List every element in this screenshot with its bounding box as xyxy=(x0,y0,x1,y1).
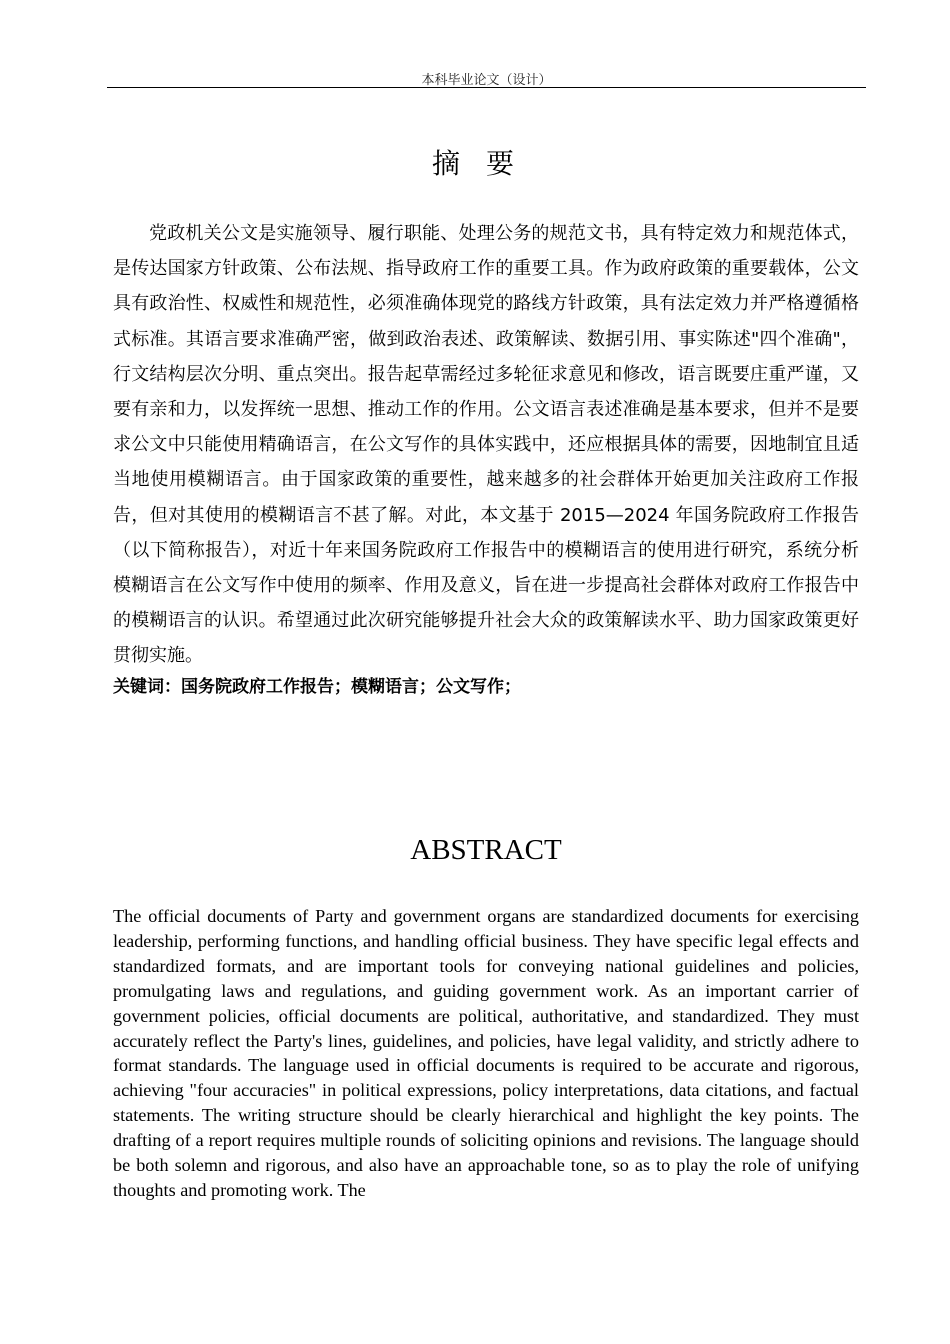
english-abstract-title: ABSTRACT xyxy=(410,834,562,866)
header-divider xyxy=(107,87,866,88)
running-header: 本科毕业论文（设计） xyxy=(421,73,552,88)
chinese-abstract-title: 摘要 xyxy=(431,147,540,180)
chinese-keywords: 关键词：国务院政府工作报告；模糊语言；公文写作； xyxy=(113,677,521,697)
chinese-abstract-body: 党政机关公文是实施领导、履行职能、处理公务的规范文书，具有特定效力和规范体式，是传达国家方针政策、公布法规、指导政府工作的重要工具。作为政府政策的重要载体，公文具有政治性、权威性和规范性，必须准确体现党的路线方针政策，具有法定效力并严格遵循格式标准。其语言要求准确严密，做到政治表述、政策解读、数据引用、事实陈述"四个准确"，行文结构层次分明、重点突出。报告起草需经过多轮征求意见和修改，语言既要庄重严谨，又要有亲和力，以发挥统一思想、推动工作的作用。公文语言表述准确是基本要求，但并不是要求公文中只能使用精确语言，在公文写作的具体实践中，还应根据具体的需要，因地制宜且适当地使用模糊语言。由于国家政策的重要性，越来越多的社会群体开始更加关注政府工作报告，但对其使用的模糊语言不甚了解。对此，本文基于 2015—2024 年国务院政府工作报告（以下简称报告），对近十年来国务院政府工作报告中的模糊语言的使用进行研究，系统分析模糊语言在公文写作中使用的频率、作用及意义，旨在进一步提高社会群体对政府工作报告中的模糊语言的认识。希望通过此次研究能够提升社会大众的政策解读水平、助力国家政策更好贯彻实施。 xyxy=(113,223,859,667)
english-abstract-body: The official documents of Party and government organs are standardized documents for exercising leadership, performing functions, and handling official business. They have specific legal effects and standardized formats, and are important tools for conveying national guidelines and policies, promulgating laws and regulations, and guiding government work. As an important carrier of government policies, official documents are political, authoritative, and standardized. They must accurately reflect the Party's lines, guidelines, and policies, have legal validity, and strictly adhere to format standards. The language used in official documents is required to be accurate and rigorous, achieving "four accuracies" in political expressions, policy interpretations, data citations, and factual statements. The writing structure should be clearly hierarchical and highlight the key points. The drafting of a report requires multiple rounds of soliciting opinions and revisions. The language should be both solemn and rigorous, and also have an approachable tone, so as to play the role of unifying thoughts and promoting work. The xyxy=(113,906,859,1200)
